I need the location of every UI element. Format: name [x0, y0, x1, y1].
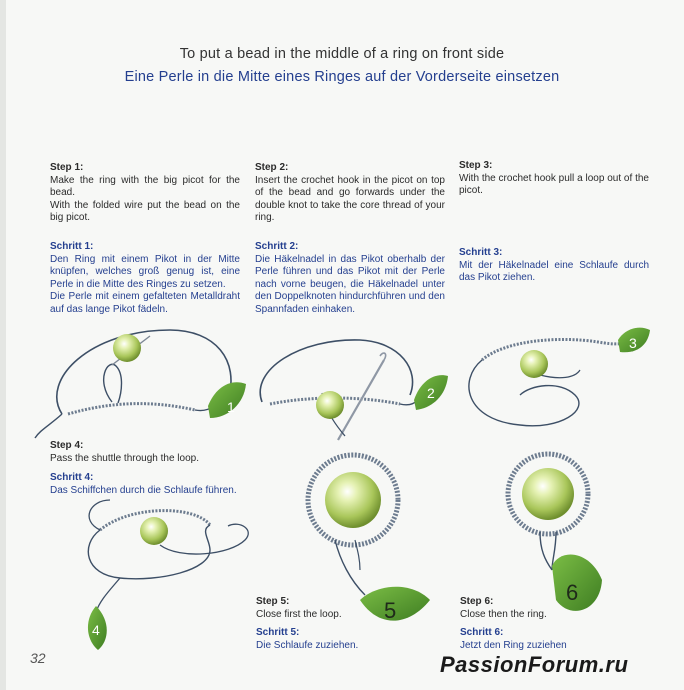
step-2-de-heading: Schritt 2:: [255, 241, 299, 252]
bead-icon: [316, 391, 344, 419]
step-2-de-line: Die Häkelnadel in das Pikot oberhalb der Perle führen und das Pikot mit der Perle nach vorne beugen, die Häkelnadel unter den Doppelknoten hindurchführen und den Spannfaden einhaken.: [255, 253, 445, 315]
title-german: Eine Perle in die Mitte eines Ringes auf der Vorderseite einsetzen: [124, 69, 560, 85]
bead-icon: [140, 517, 168, 545]
step-6-de-heading: Schritt 6:: [460, 627, 504, 638]
page-number: 32: [30, 650, 46, 666]
step-5-de-line: Die Schlaufe zuziehen.: [256, 639, 359, 651]
step-1-de-line: Den Ring mit einem Pikot in der Mitte knüpfen, welches groß genug ist, eine Perle in die Mitte des Ringes zu setzen.: [50, 253, 240, 290]
bead-icon: [522, 468, 574, 520]
step-3-de-heading: Schritt 3:: [459, 247, 503, 258]
step-1-de-heading: Schritt 1:: [50, 241, 94, 252]
leaf-number-4: 4: [92, 622, 100, 638]
figure-step-3: [469, 328, 650, 426]
leaf-number-1: 1: [227, 399, 235, 415]
bead-icon: [325, 472, 381, 528]
step-4-de-heading: Schritt 4:: [50, 472, 94, 483]
figure-step-4: [88, 500, 248, 650]
step-5-en-line: Close first the loop.: [256, 608, 342, 620]
step-6-de-line: Jetzt den Ring zuziehen: [460, 639, 567, 651]
step-2-en-heading: Step 2:: [255, 162, 289, 173]
figure-step-6: [508, 454, 602, 611]
figure-step-5: [308, 455, 430, 621]
step-3-de-line: Mit der Häkelnadel eine Schlaufe durch das Pikot ziehen.: [459, 259, 649, 283]
leaf-number-6: 6: [566, 580, 579, 605]
figure-step-2: [260, 340, 448, 440]
step-3-en-line: With the crochet hook pull a loop out of the picot.: [459, 172, 649, 196]
bead-icon: [520, 350, 548, 378]
leaf-number-3: 3: [629, 335, 637, 351]
step-1-en-line: With the folded wire put the bead on the big picot.: [50, 199, 240, 223]
step-1-de-line: Die Perle mit einem gefalteten Metalldraht auf das lange Pikot fädeln.: [50, 291, 240, 315]
step-4-en-heading: Step 4:: [50, 440, 84, 451]
step-1-en-line: Make the ring with the big picot for the bead.: [50, 174, 240, 198]
figure-step-1: [35, 330, 246, 438]
leaf-number-2: 2: [427, 385, 435, 401]
step-3-en-heading: Step 3:: [459, 160, 493, 171]
step-6-en-heading: Step 6:: [460, 596, 494, 607]
step-6-en-line: Close then the ring.: [460, 608, 547, 620]
leaf-number-5: 5: [384, 598, 397, 623]
title-english: To put a bead in the middle of a ring on front side: [179, 46, 505, 62]
step-4-en-line: Pass the shuttle through the loop.: [50, 452, 199, 464]
step-2-en-line: Insert the crochet hook in the picot on top of the bead and go forwards under the double knot to take the core thread of your ring.: [255, 174, 445, 223]
step-5-en-heading: Step 5:: [256, 596, 290, 607]
step-4-de-line: Das Schiffchen durch die Schlaufe führen.: [50, 484, 237, 496]
bead-icon: [113, 334, 141, 362]
step-5-de-heading: Schritt 5:: [256, 627, 300, 638]
watermark: PassionForum.ru: [440, 652, 629, 677]
step-1-en-heading: Step 1:: [50, 162, 84, 173]
